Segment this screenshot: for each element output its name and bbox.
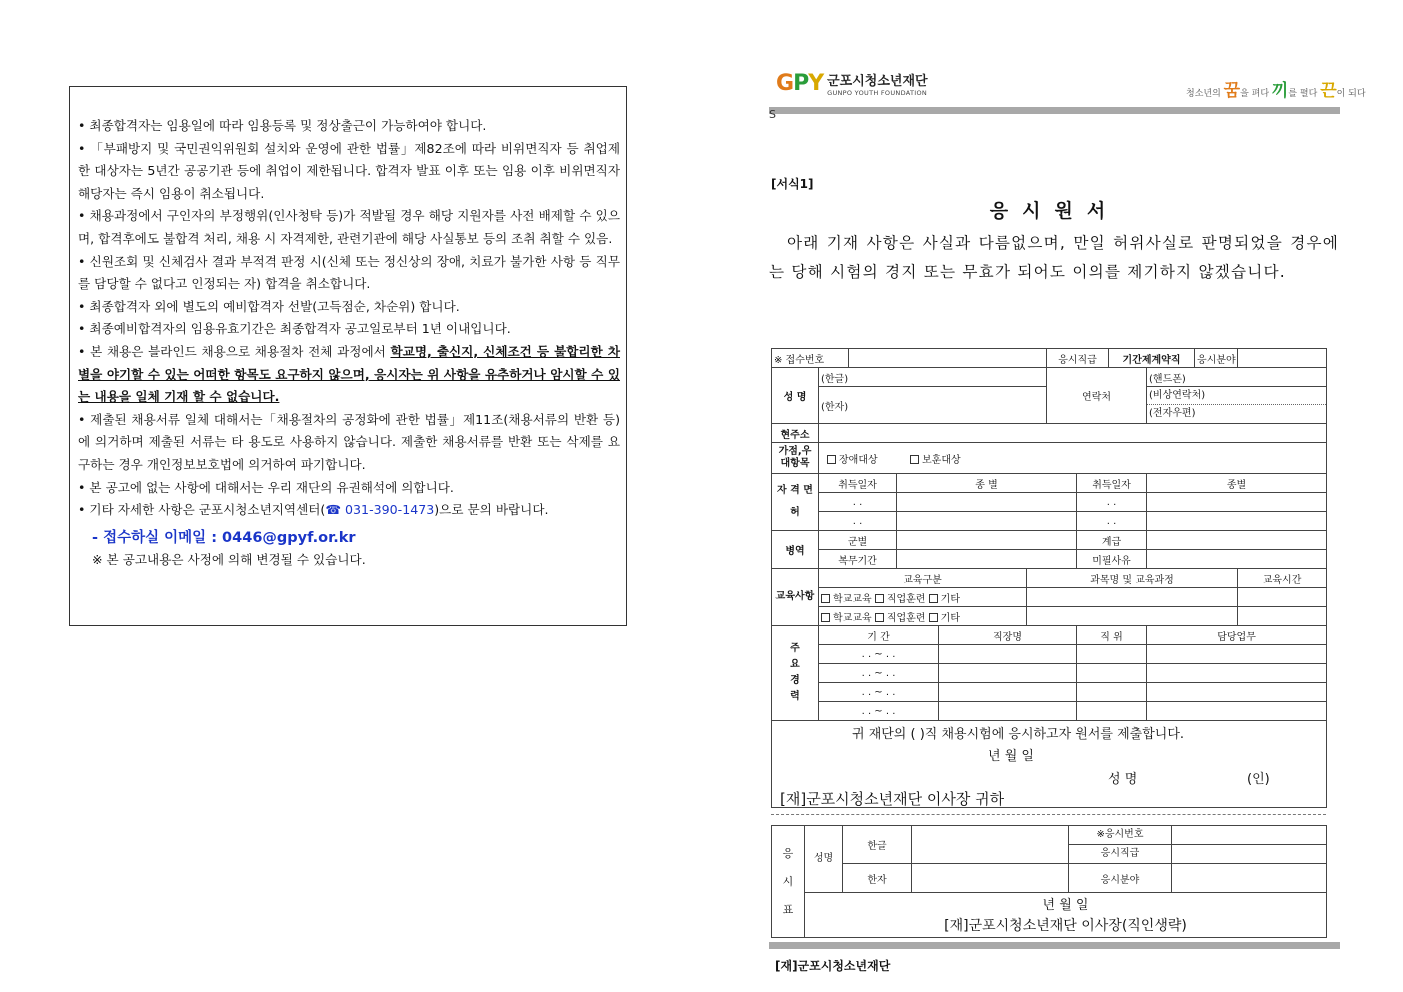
slogan-mid1: 을 펴다: [1240, 89, 1270, 99]
ticket-right-labels: [1069, 826, 1172, 864]
career-label: 주요경력: [772, 626, 819, 721]
career-position-field[interactable]: [1077, 683, 1147, 702]
course-field[interactable]: [1027, 588, 1238, 607]
license-kind-field[interactable]: [897, 493, 1077, 512]
license-date-field-4[interactable]: . .: [1077, 512, 1147, 531]
ticket-hanja-field[interactable]: [912, 864, 1069, 893]
acq-date-header: 취득일자: [819, 474, 897, 493]
slogan-talent: 끼: [1271, 81, 1289, 101]
ticket-field-field[interactable]: [1172, 864, 1327, 893]
career-period-field[interactable]: . . ~ . .: [819, 664, 939, 683]
career-duty-field[interactable]: [1147, 683, 1327, 702]
edu-hours-field-2[interactable]: [1238, 607, 1327, 626]
branch-label: 군별: [819, 531, 897, 550]
course-field-2[interactable]: [1027, 607, 1238, 626]
top-bar: [769, 107, 1340, 114]
career-period-field[interactable]: . . ~ . .: [819, 702, 939, 721]
license-label: 자 격 면 허: [772, 474, 819, 531]
notice-item: • 「부패방지 및 국민권익위원회 설치와 운영에 관한 법률」제82조에 따라 비위면직자 등 취업제한 대상자는 5년간 공공기관 등에 취업이 제한됩니다. 합격자 발표 이후 또는 임용 이후 비위면직자 해당자는 즉시 임용이 취소됩니다.: [78, 140, 620, 201]
exemption-field[interactable]: [1147, 550, 1327, 569]
logo-text: [827, 70, 927, 97]
school-checkbox[interactable]: [821, 613, 830, 622]
etc-label: 기타: [940, 593, 960, 605]
edu-type-header: 교육구분: [819, 569, 1027, 588]
bonus-label: 가점,우대항목: [772, 443, 819, 474]
address-field[interactable]: [819, 424, 1327, 443]
seal-mark: (인): [1247, 772, 1270, 787]
logo-letter-p: P: [793, 71, 809, 96]
disabled-label: 장애대상: [839, 454, 878, 466]
service-period-label: 복무기간: [819, 550, 897, 569]
foundation-logo: [776, 70, 928, 97]
edu-hours-field[interactable]: [1238, 588, 1327, 607]
address-label: 현주소: [772, 424, 819, 443]
notice-item: • 신원조회 및 신체검사 결과 부적격 판정 시(신체 또는 정신상의 장애, 치료가 불가한 사항 등 직무를 담당할 수 없다고 인정되는 자) 합격을 취소합니다.: [78, 253, 620, 292]
job-training-checkbox[interactable]: [875, 594, 884, 603]
notice-item: • 채용과정에서 구인자의 부정행위(인사청탁 등)가 적발될 경우 해당 지원자를 사전 배제할 수 있으며, 합격후에도 불합격 처리, 채용 시 자격제한, 관련기관에 해당 사실통보 등의 조취 취할 수 있음.: [78, 208, 620, 246]
job-training-checkbox[interactable]: [875, 613, 884, 622]
ticket-level-label: 응시직급: [1100, 848, 1140, 859]
rank-label: 계급: [1077, 531, 1147, 550]
signer-label: 성 명: [1108, 772, 1138, 787]
duty-header: 담당업무: [1147, 626, 1327, 645]
kind-header: 종 별: [897, 474, 1077, 493]
contact-sub: [1147, 387, 1327, 424]
slogan: [1186, 76, 1366, 101]
career-position-field[interactable]: [1077, 702, 1147, 721]
notice-item: • 제출된 채용서류 일체 대해서는「채용절차의 공정화에 관한 법률」제11조(채용서류의 반환 등)에 의거하며 제출된 서류는 타 용도로 사용하지 않습니다. 제출한 채용서류를 반환 또는 삭제를 요구하는 경우 개인정보보호법에 의거하여 파기합니다.: [78, 411, 620, 472]
name-label: 성 명: [772, 368, 819, 424]
form-tag: [서식1]: [771, 177, 814, 191]
career-duty-field[interactable]: [1147, 645, 1327, 664]
position-header: 직 위: [1077, 626, 1147, 645]
slogan-mid3: 이 되다: [1336, 89, 1366, 99]
signature-area: [772, 721, 1327, 808]
logo-name: 군포시청소년재단: [827, 74, 928, 89]
bonus-options: [819, 443, 1327, 474]
school-label: 학교교육: [833, 593, 872, 605]
education-label: 교육사항: [772, 569, 819, 626]
acq-date-header-2: 취득일자: [1077, 474, 1147, 493]
email-line: - 접수하실 이메일 : 0446@gpyf.or.kr: [92, 529, 356, 546]
career-period-field[interactable]: . . ~ . .: [819, 683, 939, 702]
contact-label: 연락처: [1047, 368, 1147, 424]
ticket-field-label: 응시분야: [1069, 864, 1172, 893]
school-label: 학교교육: [833, 612, 872, 624]
slogan-pre: 청소년의: [1186, 89, 1221, 99]
slogan-dream: 꿈: [1223, 81, 1241, 101]
career-period-field[interactable]: . . ~ . .: [819, 645, 939, 664]
school-checkbox[interactable]: [821, 594, 830, 603]
bottom-bar: [769, 942, 1340, 949]
job-level-label: 응시직급: [1047, 349, 1109, 368]
job-training-label: 직업훈련: [886, 612, 926, 624]
pledge-text: 아래 기재 사항은 사실과 다름없으며, 만일 허위사실로 판명되었을 경우에는 당해 시험의 경지 또는 무효가 되어도 이의를 제기하지 않겠습니다.: [769, 234, 1339, 281]
logo-letter-y: Y: [808, 71, 824, 96]
name-hanja-field[interactable]: (한자): [819, 387, 1047, 424]
receipt-no-field[interactable]: [849, 349, 1047, 368]
job-level-value: 기간제계약직: [1109, 349, 1195, 368]
exemption-label: 미필사유: [1077, 550, 1147, 569]
mobile-field[interactable]: (핸드폰): [1147, 368, 1327, 387]
notice-item: • 최종합격자는 임용일에 따라 임용등록 및 정상출근이 가능하여야 합니다.: [78, 118, 487, 133]
etc-label: 기타: [940, 612, 960, 624]
career-position-field[interactable]: [1077, 664, 1147, 683]
ticket-exam-no-label: ※응시번호: [1069, 826, 1171, 845]
submit-statement: 귀 재단의 ( )직 채용시험에 응시하고자 원서를 제출합니다.: [852, 727, 1185, 742]
ticket-label: 응 시 표: [772, 826, 805, 938]
etc-checkbox[interactable]: [929, 613, 938, 622]
career-company-field[interactable]: [939, 702, 1077, 721]
service-period-field[interactable]: [897, 550, 1077, 569]
veteran-label: 보훈대상: [922, 454, 961, 466]
veteran-checkbox[interactable]: [910, 455, 919, 464]
receipt-no-label: ※ 접수번호: [772, 349, 849, 368]
career-company-field[interactable]: [939, 664, 1077, 683]
course-header: 과목명 및 교육과정: [1027, 569, 1238, 588]
job-training-label: 직업훈련: [886, 593, 926, 605]
edu-options-1: [819, 588, 1027, 607]
logo-mark: [776, 71, 823, 96]
career-duty-field[interactable]: [1147, 702, 1327, 721]
remark: ※ 본 공고내용은 사정에 의해 변경될 수 있습니다.: [92, 551, 366, 567]
ticket-hanja-label: 한자: [843, 864, 912, 893]
application-form: [771, 348, 1327, 808]
ticket-issuer: [재]군포시청소년재단 이사장(직인생략): [805, 913, 1327, 938]
license-kind-field-4[interactable]: [1147, 512, 1327, 531]
cut-line: [771, 814, 1326, 815]
notice-box: [69, 86, 627, 626]
blind-emphasis: 학교명, 출신지, 신체조건 등 불합리한 차별을 야기할 수 있는 어떠한 항목도 요구하지 않으며, 응시자는 위 사항을 유추하거나 암시할 수 있는 내용을 일체 기재 할 수 없습니다.: [78, 343, 620, 405]
career-duty-field[interactable]: [1147, 664, 1327, 683]
disabled-checkbox[interactable]: [827, 455, 836, 464]
career-position-field[interactable]: [1077, 645, 1147, 664]
contact-suffix: )으로 문의 바랍니다.: [434, 502, 549, 518]
addressee: [재]군포시청소년재단 이사장 귀하: [780, 790, 1005, 808]
license-kind-field-3[interactable]: [897, 512, 1077, 531]
ticket-exam-no-field[interactable]: [1172, 826, 1326, 845]
sign-date: 년 월 일: [988, 749, 1034, 764]
blind-prefix: • 본 채용은 블라인드 채용으로 채용절차 전체 과정에서: [78, 343, 391, 359]
license-kind-field-2[interactable]: [1147, 493, 1327, 512]
license-date-field[interactable]: . .: [819, 493, 897, 512]
ticket-name-label: 성명: [805, 826, 843, 893]
ticket-level-field[interactable]: [1172, 845, 1326, 863]
etc-checkbox[interactable]: [929, 594, 938, 603]
logo-letter-g: G: [776, 71, 794, 96]
contact-prefix: • 기타 자세한 사항은 군포시청소년지역센터(: [78, 502, 326, 518]
field-input[interactable]: [1238, 349, 1327, 368]
slogan-bond: 끈: [1320, 81, 1337, 101]
edu-options-2: [819, 607, 1027, 626]
name-kr-field[interactable]: (한글): [819, 368, 1047, 387]
career-company-field[interactable]: [939, 645, 1077, 664]
logo-en: GUNPO YOUTH FOUNDATION: [827, 89, 928, 97]
form-title: 응시원서: [989, 200, 1120, 222]
edu-hours-header: 교육시간: [1238, 569, 1327, 588]
branch-field[interactable]: [897, 531, 1077, 550]
notice-item: • 최종예비합격자의 임용유효기간은 최종합격자 공고일로부터 1년 이내입니다.: [78, 321, 511, 337]
period-header: 기 간: [819, 626, 939, 645]
military-label: 병역: [772, 531, 819, 569]
ticket-kr-label: 한글: [843, 826, 912, 864]
career-company-field[interactable]: [939, 683, 1077, 702]
notice-item-contact: [78, 499, 620, 522]
ticket-date: 년 월 일: [805, 893, 1327, 914]
notice-item: • 최종합격자 외에 별도의 예비합격자 선발(고득점순, 차순위) 합니다.: [78, 298, 460, 314]
license-date-field-3[interactable]: . .: [819, 512, 897, 531]
kind-header-2: 종별: [1147, 474, 1327, 493]
email-field[interactable]: (전자우편): [1149, 408, 1196, 419]
contact-phone: ☎ 031-390-1473: [325, 502, 435, 518]
ticket-right-fields: [1172, 826, 1327, 864]
footer-org: [재]군포시청소년재단: [775, 959, 891, 973]
rank-field[interactable]: [1147, 531, 1327, 550]
field-label: 응시분야: [1195, 349, 1238, 368]
exam-ticket: [771, 825, 1327, 938]
company-header: 직장명: [939, 626, 1077, 645]
notice-item: • 본 공고에 없는 사항에 대해서는 우리 재단의 유권해석에 의합니다.: [78, 479, 454, 495]
slogan-mid2: 를 펼다: [1288, 89, 1318, 99]
ticket-kr-field[interactable]: [912, 826, 1069, 864]
s-mark: S: [769, 108, 776, 121]
emergency-field[interactable]: (비상연락처): [1147, 387, 1326, 405]
license-date-field-2[interactable]: . .: [1077, 493, 1147, 512]
notice-item-blind: [78, 341, 620, 409]
